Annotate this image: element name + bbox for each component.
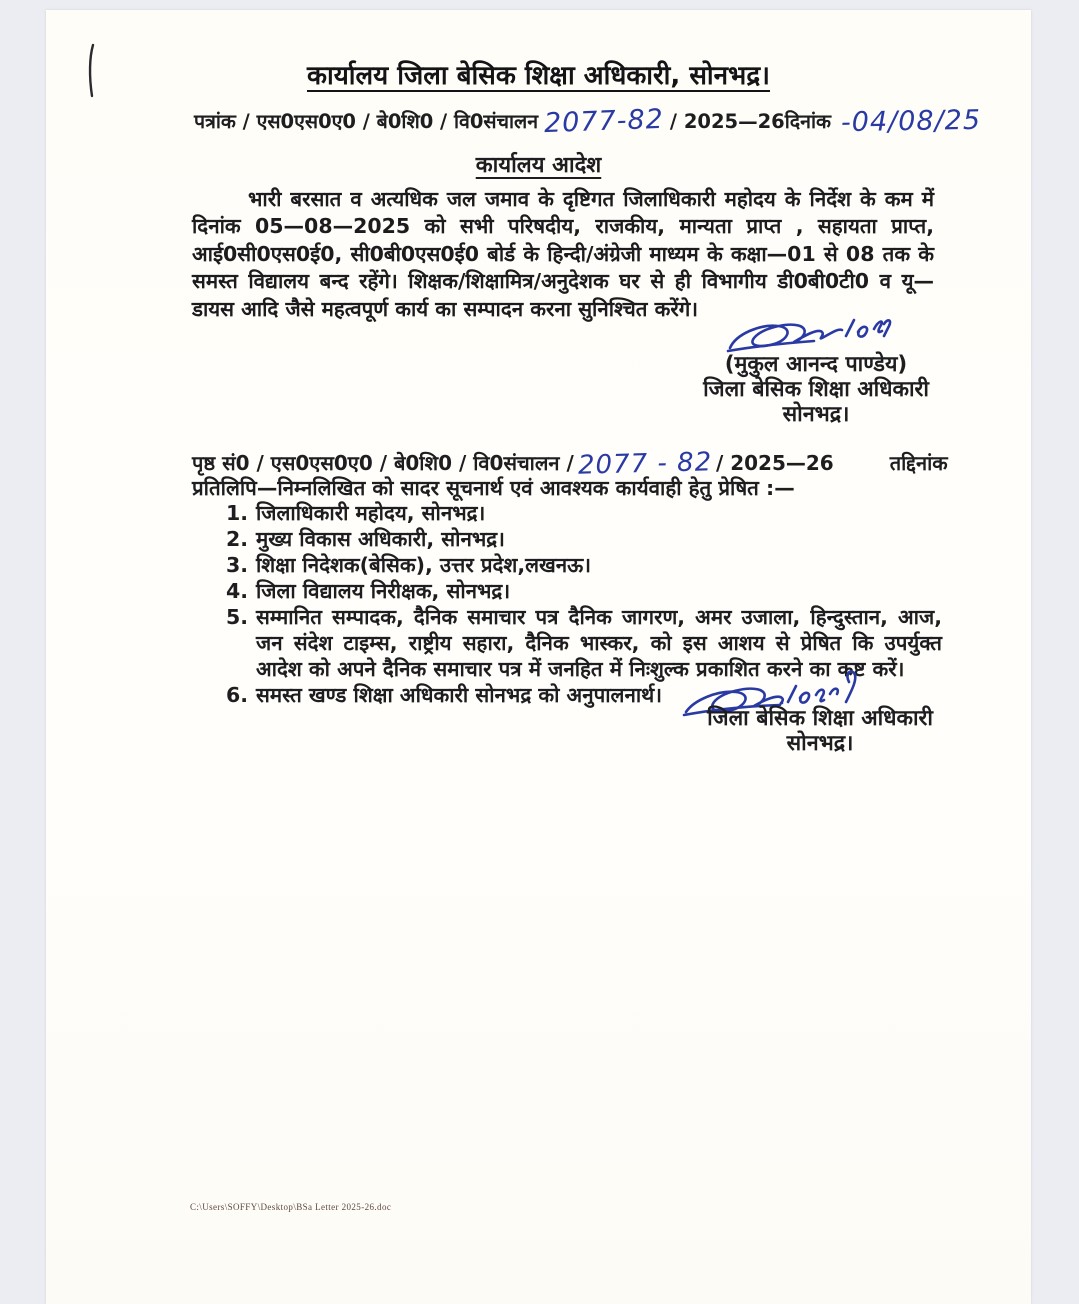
copy-ref-year: / 2025—26 — [715, 451, 834, 475]
list-item — [226, 526, 942, 552]
ref-year: / 2025—26 — [669, 110, 785, 133]
date-label: दिनांक — [784, 110, 831, 133]
order-body-paragraph: भारी बरसात व अत्यधिक जल जमाव के दृष्टिगत जिलाधिकारी महोदय के निर्देश के कम में दिनांक 05—08—2025 को सभी परिषदीय, राजकीय, मान्यता प्राप्त , सहायता प्राप्त, आई0सी0एस0ई0, सी0बी0एस0ई0 बोर्ड के हिन्दी/अंग्रेजी माध्यम के कक्षा—01 से 08 तक के समस्त विद्यालय बन्द रहेंगे। शिक्षक/शिक्षामित्र/अनुदेशक घर से ही विभागीय डी0बी0टी0 व यू—डायस आदि जैसे महत्वपूर्ण कार्य का सम्पादन करना सुनिश्चित करेंगे। — [192, 187, 934, 321]
signatory-designation: जिला बेसिक शिक्षा अधिकारी — [703, 377, 929, 402]
list-item-text: सम्मानित सम्पादक, दैनिक समाचार पत्र दैनिक जागरण, अमर उजाला, हिन्दुस्तान, आज, जन संदेश टाइम्स, राष्ट्रीय सहारा, दैनिक भास्कर, को इस आशय से प्रेषित कि उपर्युक्त आदेश को अपने दैनिक समाचार पत्र में जनहित में निःशुल्क प्रकाशित करने का कष्ट करें। — [256, 605, 942, 681]
ref-label: पत्रांक / एस0एस0ए0 / बे0शि0 / वि0संचालन — [194, 110, 539, 133]
list-item-text: जिला विद्यालय निरीक्षक, सोनभद्र। — [256, 579, 511, 603]
copy-ref-label: पृष्ठ सं0 / एस0एस0ए0 / बे0शि0 / वि0संचालन / — [192, 451, 574, 475]
date-value-handwritten: -04/08/25 — [840, 104, 982, 139]
signatory2-place: सोनभद्र। — [786, 731, 854, 756]
signatory-place: सोनभद्र। — [782, 402, 850, 427]
office-title: कार्यालय जिला बेसिक शिक्षा अधिकारी, सोनभद्र। — [307, 61, 770, 91]
list-item-number: 2. — [226, 527, 249, 551]
list-item-number: 6. — [226, 683, 249, 707]
list-item-text: मुख्य विकास अधिकारी, सोनभद्र। — [256, 527, 505, 551]
list-item-number: 3. — [226, 553, 249, 577]
signatory-name: (मुकुल आनन्द पाण्डेय) — [724, 352, 908, 377]
list-item-number: 1. — [226, 501, 249, 525]
file-path-footer: C:\Users\SOFFY\Desktop\BSa Letter 2025-26.doc — [190, 1202, 392, 1212]
copy-heading: प्रतिलिपि—निम्नलिखित को सादर सूचनार्थ एवं आवश्यक कार्यवाही हेतु प्रेषित :— — [192, 476, 795, 500]
list-item-text: शिक्षा निदेशक(बेसिक), उत्तर प्रदेश,लखनऊ। — [256, 553, 592, 577]
list-item — [226, 578, 942, 604]
list-item — [226, 552, 942, 578]
ref-number-handwritten: 2077-82 — [543, 103, 665, 140]
reference-line — [194, 103, 982, 140]
list-item-number: 5. — [226, 605, 249, 629]
letter-page — [46, 10, 1031, 1304]
signatory2-designation: जिला बेसिक शिक्षा अधिकारी — [707, 706, 933, 731]
signature1-block — [682, 352, 950, 427]
list-item — [226, 500, 942, 526]
list-item-number: 4. — [226, 579, 249, 603]
order-heading: कार्यालय आदेश — [475, 153, 602, 178]
list-item-text: समस्त खण्ड शिक्षा अधिकारी सोनभद्र को अनुपालनार्थ। — [256, 683, 662, 707]
copy-ref-number-handwritten: 2077 - 82 — [577, 447, 713, 481]
signature2-block — [686, 706, 954, 756]
copy-reference-line — [192, 447, 972, 481]
same-date-label: तद्दिनांक — [889, 451, 948, 475]
list-item-text: जिलाधिकारी महोदय, सोनभद्र। — [256, 501, 486, 525]
